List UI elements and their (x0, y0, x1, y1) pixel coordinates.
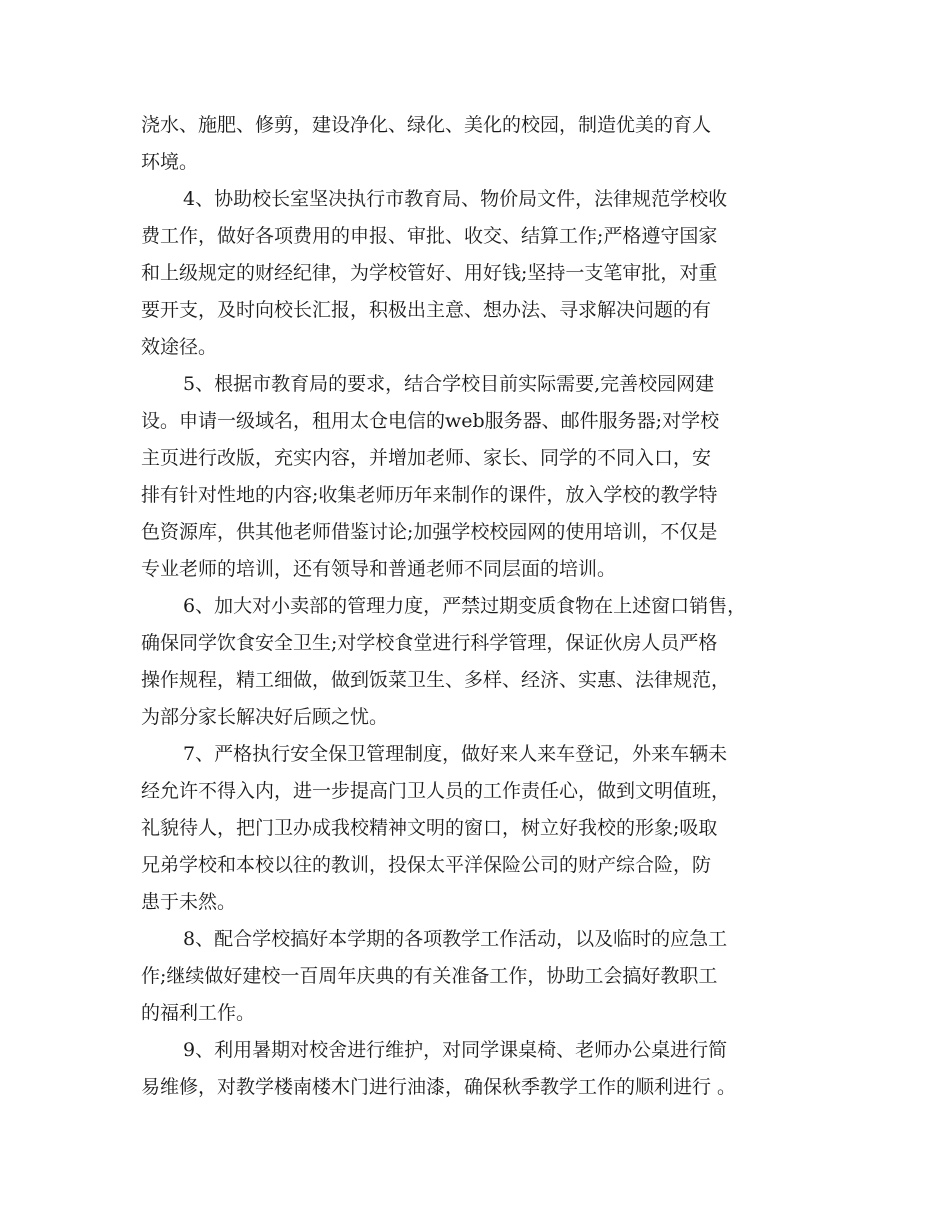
text-line: 作;继续做好建校一百周年庆典的有关准备工作，协助工会搞好教职工 (141, 965, 718, 987)
text-line: 设。申请一级域名，租用太仓电信的web服务器、邮件服务器;对学校 (141, 410, 720, 432)
text-line: 浇水、施肥、修剪，建设净化、绿化、美化的校园，制造优美的育人 (141, 114, 712, 136)
text-line: 易维修，对教学楼南楼木门进行油漆，确保秋季教学工作的顺利进行 。 (141, 1076, 737, 1098)
paragraph-9-start: 9、利用暑期对校舍进行维护，对同学课桌椅、老师办公桌进行简 (183, 1039, 728, 1061)
text-line: 患于未然。 (141, 891, 237, 913)
text-line: 操作规程，精工细做，做到饭菜卫生、多样、经济、实惠、法律规范， (141, 669, 731, 691)
text-line: 色资源库，供其他老师借鉴讨论;加强学校校园网的使用培训，不仅是 (141, 521, 718, 543)
text-line: 排有针对性地的内容;收集老师历年来制作的课件，放入学校的教学特 (141, 484, 718, 506)
text-line: 经允许不得入内，进一步提高门卫人员的工作责任心，做到文明值班， (141, 780, 731, 802)
text-line: 礼貌待人，把门卫办成我校精神文明的窗口，树立好我校的形象;吸取 (141, 817, 718, 839)
paragraph-6-start: 6、加大对小卖部的管理力度，严禁过期变质食物在上述窗口销售， (183, 595, 747, 617)
text-line: 的福利工作。 (141, 1002, 256, 1024)
text-line: 为部分家长解决好后顾之忧。 (141, 706, 389, 728)
text-line: 效途径。 (141, 336, 218, 358)
text-line: 费工作，做好各项费用的申报、审批、收交、结算工作;严格遵守国家 (141, 225, 718, 247)
text-line: 确保同学饮食安全卫生;对学校食堂进行科学管理，保证伙房人员严格 (141, 632, 718, 654)
text-line: 要开支，及时向校长汇报，积极出主意、想办法、寻求解决问题的有 (141, 299, 712, 321)
text-line: 和上级规定的财经纪律，为学校管好、用好钱;坚持一支笔审批，对重 (141, 262, 718, 284)
paragraph-8-start: 8、配合学校搞好本学期的各项教学工作活动，以及临时的应急工 (183, 928, 728, 950)
body-text (141, 107, 821, 1106)
paragraph-4-start: 4、协助校长室坚决执行市教育局、物价局文件，法律规范学校收 (183, 188, 728, 210)
text-line: 专业老师的培训，还有领导和普通老师不同层面的培训。 (141, 558, 617, 580)
text-line: 环境。 (141, 151, 199, 173)
paragraph-5-start: 5、根据市教育局的要求，结合学校目前实际需要,完善校园网建 (183, 373, 715, 395)
text-line: 兄弟学校和本校以往的教训，投保太平洋保险公司的财产综合险，防 (141, 854, 712, 876)
paragraph-7-start: 7、严格执行安全保卫管理制度，做好来人来车登记，外来车辆未 (183, 743, 728, 765)
text-line: 主页进行改版，充实内容，并增加老师、家长、同学的不同入口，安 (141, 447, 712, 469)
